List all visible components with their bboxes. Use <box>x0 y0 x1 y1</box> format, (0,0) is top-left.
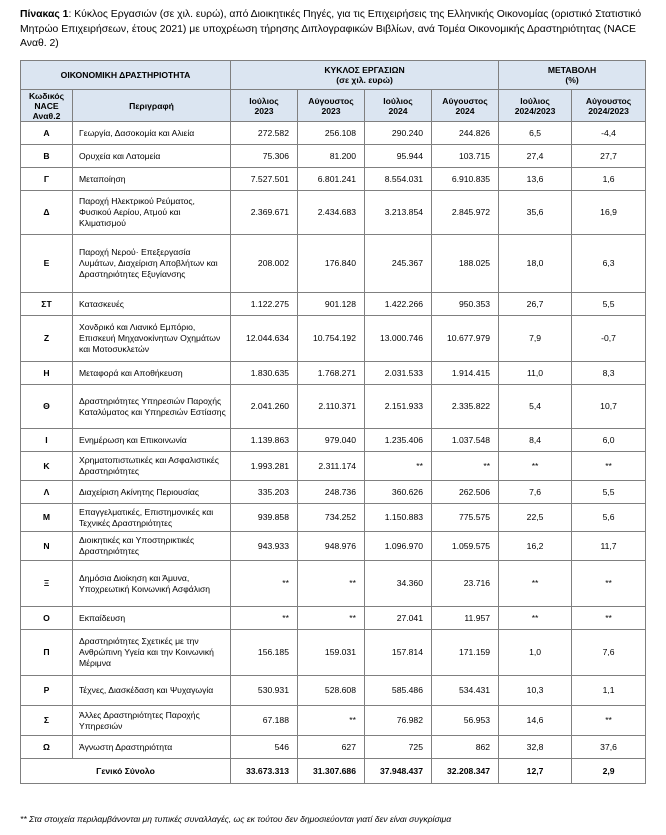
value-jul-2023: ** <box>231 561 298 607</box>
value-aug-2024: 262.506 <box>432 481 499 504</box>
col-header-jul-2023 <box>231 90 298 122</box>
value-jul-2024: 8.554.031 <box>365 168 432 191</box>
value-aug-2024: 103.715 <box>432 145 499 168</box>
caption-label: Πίνακας 1 <box>20 9 69 20</box>
table-row <box>21 607 646 630</box>
value-jul-2023: 2.041.260 <box>231 385 298 429</box>
activity-description: Επαγγελματικές, Επιστημονικές και Τεχνικές Δραστηριότητες <box>73 504 231 532</box>
value-jul-2024: 1.150.883 <box>365 504 432 532</box>
activity-description: Παροχή Ηλεκτρικού Ρεύματος, Φυσικού Αερίου, Ατμού και Κλιματισμού <box>73 191 231 235</box>
value-jul-2024: 1.422.266 <box>365 293 432 316</box>
activity-description: Χρηματοπιστωτικές και Ασφαλιστικές Δραστηριότητες <box>73 452 231 481</box>
value-aug-2024: 1.914.415 <box>432 362 499 385</box>
change-jul: 1,0 <box>499 630 572 676</box>
value-aug-2023: 528.608 <box>298 676 365 706</box>
total-aug-2023: 31.307.686 <box>298 759 365 784</box>
nace-code: ΣΤ <box>21 293 73 316</box>
value-jul-2024: 1.096.970 <box>365 532 432 561</box>
change-aug: -0,7 <box>572 316 646 362</box>
col-header-jul-change <box>499 90 572 122</box>
nace-code: Κ <box>21 452 73 481</box>
total-row <box>21 759 646 784</box>
change-jul: 6,5 <box>499 122 572 145</box>
value-jul-2024: 34.360 <box>365 561 432 607</box>
nace-code: Ξ <box>21 561 73 607</box>
value-aug-2023: 176.840 <box>298 235 365 293</box>
activity-header: ΟΙΚΟΝΟΜΙΚΗ ΔΡΑΣΤΗΡΙΟΤΗΤΑ <box>21 61 231 90</box>
col-header-year: 2024 <box>455 105 475 116</box>
value-aug-2023: 6.801.241 <box>298 168 365 191</box>
value-jul-2023: 156.185 <box>231 630 298 676</box>
change-jul: 13,6 <box>499 168 572 191</box>
nace-code: Ν <box>21 532 73 561</box>
value-jul-2023: 7.527.501 <box>231 168 298 191</box>
value-jul-2023: 943.933 <box>231 532 298 561</box>
code-header-l3: Αναθ.2 <box>32 110 61 121</box>
value-jul-2024: 13.000.746 <box>365 316 432 362</box>
value-aug-2024: ** <box>432 452 499 481</box>
col-header-month: Ιούλιος <box>520 95 550 106</box>
change-jul: 26,7 <box>499 293 572 316</box>
value-aug-2023: 81.200 <box>298 145 365 168</box>
change-aug: ** <box>572 706 646 736</box>
value-jul-2024: 95.944 <box>365 145 432 168</box>
code-header-l1: Κωδικός <box>28 90 65 101</box>
total-change-jul: 12,7 <box>499 759 572 784</box>
table-row <box>21 235 646 293</box>
activity-description: Ενημέρωση και Επικοινωνία <box>73 429 231 452</box>
value-jul-2024: 27.041 <box>365 607 432 630</box>
change-aug: 5,5 <box>572 293 646 316</box>
change-aug: 37,6 <box>572 736 646 759</box>
change-aug: ** <box>572 561 646 607</box>
change-jul: 16,2 <box>499 532 572 561</box>
change-jul: 11,0 <box>499 362 572 385</box>
footnote: ** Στα στοιχεία περιλαμβάνονται μη τυπικές συναλλαγές, ως εκ τούτου δεν δημοσιεύονται γιατί δεν είναι συγκρίσιμα <box>20 814 452 824</box>
value-aug-2024: 862 <box>432 736 499 759</box>
table-row <box>21 736 646 759</box>
change-jul: 18,0 <box>499 235 572 293</box>
nace-code: Ε <box>21 235 73 293</box>
change-aug: ** <box>572 452 646 481</box>
table-row <box>21 122 646 145</box>
change-jul: 7,6 <box>499 481 572 504</box>
value-aug-2023: ** <box>298 561 365 607</box>
change-aug: 11,7 <box>572 532 646 561</box>
table-row <box>21 452 646 481</box>
value-jul-2023: 67.188 <box>231 706 298 736</box>
value-jul-2023: 1.139.863 <box>231 429 298 452</box>
value-aug-2024: 188.025 <box>432 235 499 293</box>
value-aug-2024: 10.677.979 <box>432 316 499 362</box>
value-jul-2024: 2.031.533 <box>365 362 432 385</box>
col-header-year: 2024/2023 <box>514 105 556 116</box>
total-aug-2024: 32.208.347 <box>432 759 499 784</box>
value-jul-2024: 157.814 <box>365 630 432 676</box>
change-jul: ** <box>499 607 572 630</box>
nace-code: Λ <box>21 481 73 504</box>
nace-code: Ζ <box>21 316 73 362</box>
value-jul-2024: ** <box>365 452 432 481</box>
col-header-aug-2024 <box>432 90 499 122</box>
change-aug: ** <box>572 607 646 630</box>
value-jul-2024: 1.235.406 <box>365 429 432 452</box>
value-jul-2023: 12.044.634 <box>231 316 298 362</box>
value-jul-2024: 725 <box>365 736 432 759</box>
value-aug-2024: 2.335.822 <box>432 385 499 429</box>
change-aug: 10,7 <box>572 385 646 429</box>
value-aug-2023: 248.736 <box>298 481 365 504</box>
nace-code: Σ <box>21 706 73 736</box>
col-header-jul-2024 <box>365 90 432 122</box>
nace-code: Μ <box>21 504 73 532</box>
value-jul-2024: 2.151.933 <box>365 385 432 429</box>
value-jul-2023: 1.830.635 <box>231 362 298 385</box>
nace-code: Π <box>21 630 73 676</box>
activity-description: Άγνωστη Δραστηριότητα <box>73 736 231 759</box>
table-row <box>21 293 646 316</box>
value-aug-2024: 23.716 <box>432 561 499 607</box>
value-aug-2024: 950.353 <box>432 293 499 316</box>
nace-code: Α <box>21 122 73 145</box>
total-label: Γενικό Σύνολο <box>21 759 231 784</box>
table-caption <box>20 8 650 52</box>
table-row <box>21 532 646 561</box>
change-jul: 27,4 <box>499 145 572 168</box>
table-row <box>21 316 646 362</box>
activity-description: Τέχνες, Διασκέδαση και Ψυχαγωγία <box>73 676 231 706</box>
change-header <box>499 61 646 90</box>
change-jul: 22,5 <box>499 504 572 532</box>
value-jul-2023: 530.931 <box>231 676 298 706</box>
turnover-header-title: ΚΥΚΛΟΣ ΕΡΓΑΣΙΩΝ <box>324 65 405 75</box>
col-header-month: Αύγουστος <box>308 95 354 106</box>
value-jul-2023: 939.858 <box>231 504 298 532</box>
table-row <box>21 168 646 191</box>
turnover-header-unit: (σε χιλ. ευρώ) <box>336 75 393 85</box>
nace-code: Δ <box>21 191 73 235</box>
change-jul: 35,6 <box>499 191 572 235</box>
change-jul: ** <box>499 561 572 607</box>
value-aug-2023: 2.311.174 <box>298 452 365 481</box>
value-aug-2024: 2.845.972 <box>432 191 499 235</box>
change-jul: 8,4 <box>499 429 572 452</box>
change-aug: 5,6 <box>572 504 646 532</box>
nace-code: Γ <box>21 168 73 191</box>
value-aug-2023: 10.754.192 <box>298 316 365 362</box>
value-jul-2023: 546 <box>231 736 298 759</box>
value-jul-2024: 290.240 <box>365 122 432 145</box>
col-header-year: 2024 <box>388 105 408 116</box>
change-aug: -4,4 <box>572 122 646 145</box>
col-header-month: Ιούλιος <box>383 95 413 106</box>
value-jul-2024: 360.626 <box>365 481 432 504</box>
value-aug-2024: 6.910.835 <box>432 168 499 191</box>
value-aug-2023: 901.128 <box>298 293 365 316</box>
code-header <box>21 90 73 122</box>
activity-description: Χονδρικό και Λιανικό Εμπόριο, Επισκευή Μηχανοκίνητων Οχημάτων και Μοτοσυκλετών <box>73 316 231 362</box>
nace-code: Ι <box>21 429 73 452</box>
turnover-header <box>231 61 499 90</box>
value-aug-2024: 775.575 <box>432 504 499 532</box>
table-row <box>21 362 646 385</box>
value-aug-2023: 256.108 <box>298 122 365 145</box>
total-jul-2023: 33.673.313 <box>231 759 298 784</box>
nace-code: Η <box>21 362 73 385</box>
change-aug: 1,6 <box>572 168 646 191</box>
value-aug-2023: 734.252 <box>298 504 365 532</box>
activity-description: Παροχή Νερού· Επεξεργασία Λυμάτων, Διαχείριση Αποβλήτων και Δραστηριότητες Εξυγίανσης <box>73 235 231 293</box>
total-change-aug: 2,9 <box>572 759 646 784</box>
nace-code: Ρ <box>21 676 73 706</box>
value-aug-2024: 534.431 <box>432 676 499 706</box>
table-row <box>21 385 646 429</box>
value-aug-2024: 244.826 <box>432 122 499 145</box>
value-aug-2024: 171.159 <box>432 630 499 676</box>
value-aug-2023: 1.768.271 <box>298 362 365 385</box>
change-aug: 5,5 <box>572 481 646 504</box>
table-row <box>21 191 646 235</box>
change-aug: 7,6 <box>572 630 646 676</box>
activity-description: Άλλες Δραστηριότητες Παροχής Υπηρεσιών <box>73 706 231 736</box>
description-header: Περιγραφή <box>73 90 231 122</box>
value-aug-2023: 2.434.683 <box>298 191 365 235</box>
change-header-title: ΜΕΤΑΒΟΛΗ <box>547 65 597 75</box>
table-row <box>21 706 646 736</box>
col-header-year: 2023 <box>254 105 274 116</box>
change-header-unit: (%) <box>565 75 579 85</box>
col-header-month: Αύγουστος <box>585 95 632 106</box>
table-body <box>21 122 646 784</box>
value-jul-2024: 245.367 <box>365 235 432 293</box>
change-aug: 6,0 <box>572 429 646 452</box>
table-row <box>21 429 646 452</box>
activity-description: Γεωργία, Δασοκομία και Αλιεία <box>73 122 231 145</box>
value-aug-2023: 159.031 <box>298 630 365 676</box>
nace-code: Ο <box>21 607 73 630</box>
value-jul-2023: 1.993.281 <box>231 452 298 481</box>
activity-description: Εκπαίδευση <box>73 607 231 630</box>
activity-description: Διαχείριση Ακίνητης Περιουσίας <box>73 481 231 504</box>
value-aug-2023: 979.040 <box>298 429 365 452</box>
value-aug-2023: ** <box>298 607 365 630</box>
change-aug: 27,7 <box>572 145 646 168</box>
activity-description: Ορυχεία και Λατομεία <box>73 145 231 168</box>
col-header-month: Αύγουστος <box>442 95 488 106</box>
value-jul-2023: 335.203 <box>231 481 298 504</box>
value-aug-2023: ** <box>298 706 365 736</box>
activity-description: Δημόσια Διοίκηση και Άμυνα, Υποχρεωτική Κοινωνική Ασφάλιση <box>73 561 231 607</box>
table-row <box>21 676 646 706</box>
table-row <box>21 561 646 607</box>
col-header-aug-change <box>572 90 646 122</box>
value-jul-2023: 75.306 <box>231 145 298 168</box>
value-jul-2023: 2.369.671 <box>231 191 298 235</box>
code-header-l2: NACE <box>34 100 59 111</box>
table-row <box>21 145 646 168</box>
table-row <box>21 504 646 532</box>
nace-code: Θ <box>21 385 73 429</box>
col-header-month: Ιούλιος <box>249 95 279 106</box>
value-aug-2023: 2.110.371 <box>298 385 365 429</box>
value-aug-2024: 56.953 <box>432 706 499 736</box>
value-aug-2024: 1.037.548 <box>432 429 499 452</box>
activity-description: Μεταφορά και Αποθήκευση <box>73 362 231 385</box>
change-aug: 1,1 <box>572 676 646 706</box>
value-aug-2024: 1.059.575 <box>432 532 499 561</box>
col-header-year: 2024/2023 <box>588 105 629 116</box>
change-aug: 8,3 <box>572 362 646 385</box>
value-jul-2023: 208.002 <box>231 235 298 293</box>
activity-description: Δραστηριότητες Υπηρεσιών Παροχής Καταλύματος και Υπηρεσιών Εστίασης <box>73 385 231 429</box>
activity-description: Διοικητικές και Υποστηρικτικές Δραστηριότητες <box>73 532 231 561</box>
activity-description: Δραστηριότητες Σχετικές με την Ανθρώπινη Υγεία και την Κοινωνική Μέριμνα <box>73 630 231 676</box>
value-aug-2024: 11.957 <box>432 607 499 630</box>
value-jul-2024: 3.213.854 <box>365 191 432 235</box>
nace-code: Ω <box>21 736 73 759</box>
activity-description: Μεταποίηση <box>73 168 231 191</box>
change-jul: 10,3 <box>499 676 572 706</box>
value-jul-2023: 272.582 <box>231 122 298 145</box>
col-header-aug-2023 <box>298 90 365 122</box>
value-jul-2024: 76.982 <box>365 706 432 736</box>
change-aug: 16,9 <box>572 191 646 235</box>
value-jul-2023: 1.122.275 <box>231 293 298 316</box>
table-row <box>21 630 646 676</box>
change-jul: 5,4 <box>499 385 572 429</box>
value-jul-2023: ** <box>231 607 298 630</box>
total-jul-2024: 37.948.437 <box>365 759 432 784</box>
change-jul: ** <box>499 452 572 481</box>
nace-code: Β <box>21 145 73 168</box>
activity-description: Κατασκευές <box>73 293 231 316</box>
change-aug: 6,3 <box>572 235 646 293</box>
col-header-year: 2023 <box>321 105 341 116</box>
table-row <box>21 481 646 504</box>
change-jul: 7,9 <box>499 316 572 362</box>
value-aug-2023: 627 <box>298 736 365 759</box>
change-jul: 32,8 <box>499 736 572 759</box>
turnover-table <box>20 60 646 784</box>
change-jul: 14,6 <box>499 706 572 736</box>
value-aug-2023: 948.976 <box>298 532 365 561</box>
caption-text: : Κύκλος Εργασιών (σε χιλ. ευρώ), από Διοικητικές Πηγές, για τις Επιχειρήσεις της Ελληνικής Οικονομίας (οριστικό Στατιστικό Μητρώο Επιχειρήσεων, έτους 2021) με υποχρέωση τήρησης Διπλογραφικών Βιβλίων, ανά Τομέα Οικονομικής Δραστηριότητας (NACE Αναθ. 2) <box>20 9 642 49</box>
value-jul-2024: 585.486 <box>365 676 432 706</box>
